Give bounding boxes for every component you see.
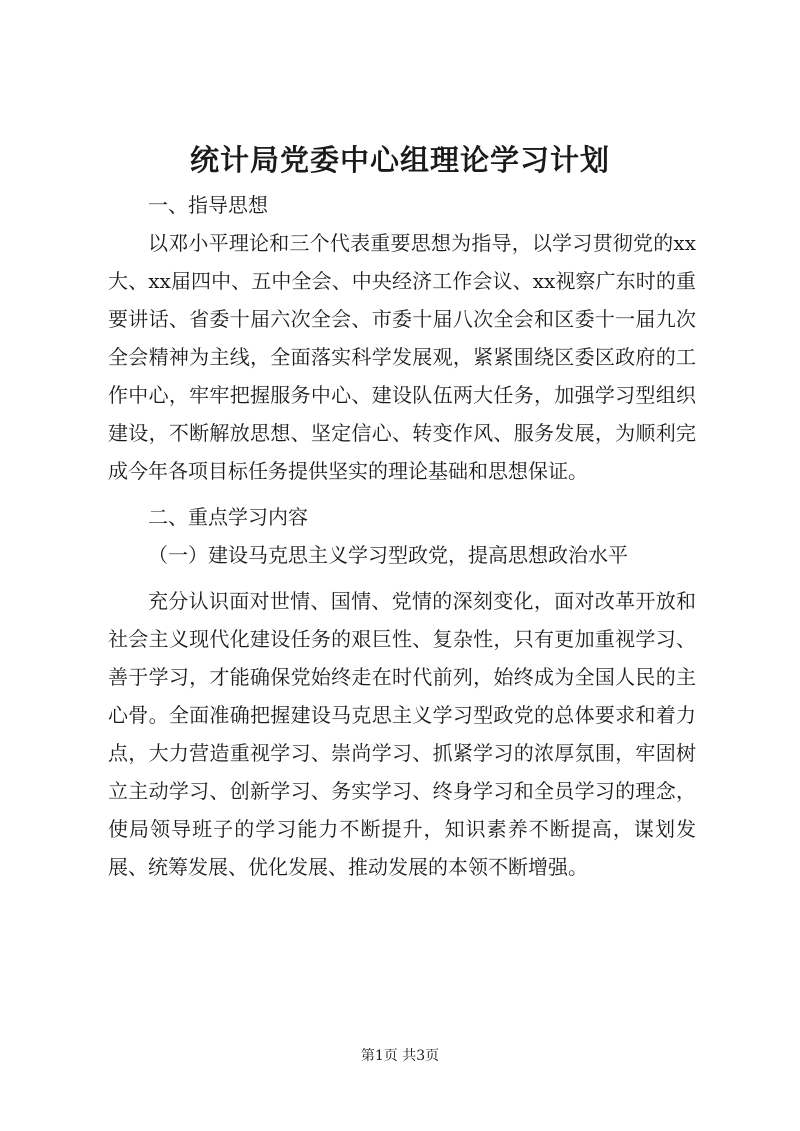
section-heading-key-content: 二、重点学习内容 bbox=[148, 505, 308, 529]
document-title: 统计局党委中心组理论学习计划 bbox=[189, 143, 610, 177]
paragraph-guiding-thought: 以邓小平理论和三个代表重要思想为指导，以学习贯彻党的xx大、xx届四中、五中全会、中央经济工作会议、xx视察广东时的重要讲话、省委十届六次全会、市委十届八次全会和区委十一届九次全会精神为主线，全面落实科学发展观，紧紧围绕区委区政府的工作中心，牢牢把握服务中心、建设队伍两大任务，加强学习型组织建设，不断解放思想、坚定信心、转变作风、服务发展，为顺利完成今年各项目标任务提供坚实的理论基础和思想保证。 bbox=[108, 231, 696, 483]
document-body bbox=[108, 186, 696, 886]
section-heading-guiding-thought: 一、指导思想 bbox=[148, 193, 268, 217]
paragraph-study-party: 充分认识面对世情、国情、党情的深刻变化，面对改革开放和社会主义现代化建设任务的艰巨性、复杂性，只有更加重视学习、善于学习，才能确保党始终走在时代前列，始终成为全国人民的主心骨。全面准确把握建设马克思主义学习型政党的总体要求和着力点，大力营造重视学习、崇尚学习、抓紧学习的浓厚氛围，牢固树立主动学习、创新学习、务实学习、终身学习和全员学习的理念，使局领导班子的学习能力不断提升，知识素养不断提高，谋划发展、统筹发展、优化发展、推动发展的本领不断增强。 bbox=[108, 589, 696, 879]
subsection-heading-study-party: （一）建设马克思主义学习型政党，提高思想政治水平 bbox=[148, 543, 628, 567]
page-footer: 第1页 共3页 bbox=[360, 1048, 440, 1064]
